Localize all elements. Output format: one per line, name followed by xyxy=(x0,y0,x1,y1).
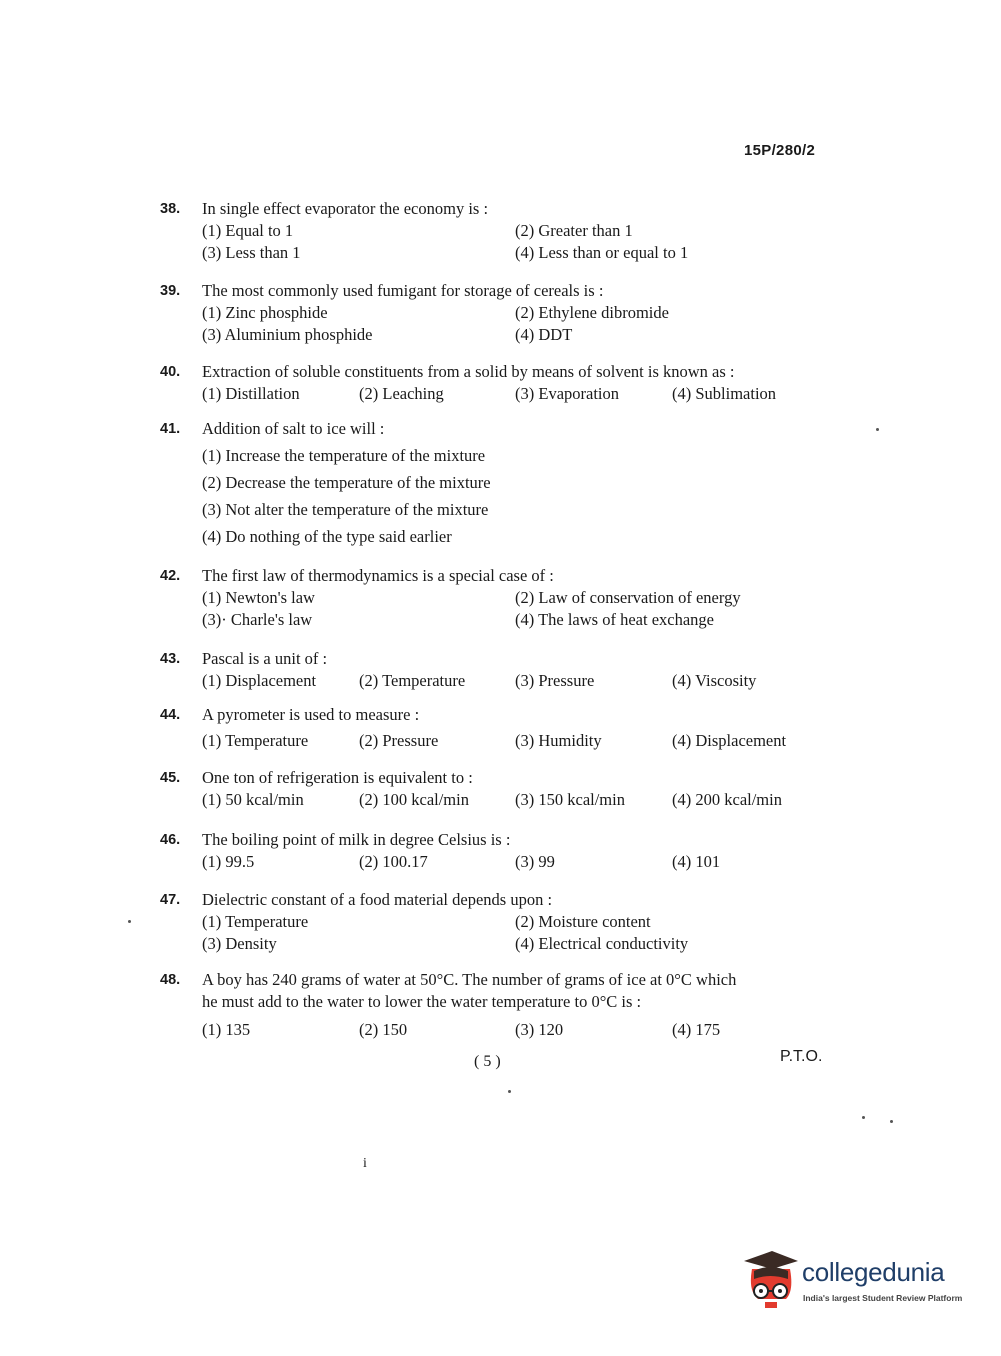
option-4: (4) Displacement xyxy=(672,731,787,750)
question-text: The first law of thermodynamics is a special case of : xyxy=(202,566,554,585)
option-2: (2) Ethylene dibromide xyxy=(515,303,669,322)
scan-speck xyxy=(508,1090,511,1093)
question-text: Addition of salt to ice will : xyxy=(202,419,385,438)
option-1: (1) 99.5 xyxy=(202,852,255,871)
question-number: 42. xyxy=(160,568,181,584)
options xyxy=(202,302,840,346)
option-3: (3) Pressure xyxy=(515,671,595,690)
question-41 xyxy=(160,418,840,553)
options xyxy=(202,220,840,264)
question-number: 48. xyxy=(160,972,181,988)
option-4: (4) DDT xyxy=(515,325,573,344)
option-1: (1) Distillation xyxy=(202,384,300,403)
question-43 xyxy=(160,648,840,692)
option-2: (2) Greater than 1 xyxy=(515,221,633,240)
question-text: The boiling point of milk in degree Celsius is : xyxy=(202,830,511,849)
option-3: (3) Evaporation xyxy=(515,384,620,403)
option-4: (4) Viscosity xyxy=(672,671,757,690)
question-text: Pascal is a unit of : xyxy=(202,649,328,668)
stray-mark: i xyxy=(363,1156,367,1171)
question-text: One ton of refrigeration is equivalent to : xyxy=(202,768,473,787)
options xyxy=(202,1019,840,1041)
option-2: (2) Decrease the temperature of the mixture xyxy=(202,473,491,492)
option-1: (1) Displacement xyxy=(202,671,317,690)
collegedunia-logo xyxy=(740,1247,975,1317)
option-2: (2) 100.17 xyxy=(359,852,428,871)
paper-code: 15P/280/2 xyxy=(744,142,816,159)
option-3: (3) Less than 1 xyxy=(202,243,301,262)
options xyxy=(202,445,840,553)
option-4: (4) Sublimation xyxy=(672,384,777,403)
option-3: (3)· Charle's law xyxy=(202,610,313,629)
logo-tagline: India's largest Student Review Platform xyxy=(803,1293,963,1303)
option-3: (3) 120 xyxy=(515,1020,564,1039)
question-text: A boy has 240 grams of water at 50°C. The number of grams of ice at 0°C which xyxy=(202,970,737,989)
question-number: 45. xyxy=(160,770,181,786)
question-44 xyxy=(160,704,840,752)
question-39 xyxy=(160,280,840,346)
option-2: (2) Leaching xyxy=(359,384,444,403)
question-number: 39. xyxy=(160,283,181,299)
option-3: (3) Density xyxy=(202,934,277,953)
options xyxy=(202,730,840,752)
option-2: (2) Moisture content xyxy=(515,912,651,931)
question-text-continued: he must add to the water to lower the water temperature to 0°C is : xyxy=(202,992,642,1011)
option-4: (4) The laws of heat exchange xyxy=(515,610,714,629)
options xyxy=(202,670,840,692)
option-3: (3) 99 xyxy=(515,852,555,871)
question-text: A pyrometer is used to measure : xyxy=(202,705,420,724)
option-2: (2) Temperature xyxy=(359,671,466,690)
page-number: ( 5 ) xyxy=(474,1053,501,1070)
option-1: (1) Newton's law xyxy=(202,588,315,607)
option-1: (1) Temperature xyxy=(202,731,309,750)
option-4: (4) Electrical conductivity xyxy=(515,934,689,953)
pto-label: P.T.O. xyxy=(780,1048,823,1065)
option-2: (2) Pressure xyxy=(359,731,439,750)
option-4: (4) 101 xyxy=(672,852,721,871)
option-2: (2) 150 xyxy=(359,1020,408,1039)
scan-speck xyxy=(128,920,131,923)
option-1: (1) Zinc phosphide xyxy=(202,303,328,322)
option-4: (4) Do nothing of the type said earlier xyxy=(202,527,452,546)
question-38 xyxy=(160,198,840,264)
question-number: 43. xyxy=(160,651,181,667)
question-40 xyxy=(160,361,840,405)
question-text: In single effect evaporator the economy is : xyxy=(202,199,489,218)
option-4: (4) Less than or equal to 1 xyxy=(515,243,689,262)
question-47 xyxy=(160,889,840,955)
option-1: (1) 50 kcal/min xyxy=(202,790,304,809)
question-number: 46. xyxy=(160,832,181,848)
question-number: 40. xyxy=(160,364,181,380)
option-3: (3) Not alter the temperature of the mixture xyxy=(202,500,489,519)
options xyxy=(202,789,840,811)
question-text: The most commonly used fumigant for storage of cereals is : xyxy=(202,281,604,300)
option-1: (1) Increase the temperature of the mixture xyxy=(202,446,486,465)
question-48 xyxy=(160,969,840,1041)
question-text: Dielectric constant of a food material depends upon : xyxy=(202,890,553,909)
scan-speck xyxy=(890,1120,893,1123)
option-1: (1) Equal to 1 xyxy=(202,221,294,240)
scan-speck xyxy=(862,1116,865,1119)
question-46 xyxy=(160,829,840,873)
options xyxy=(202,851,840,873)
scan-speck xyxy=(876,428,879,431)
mascot-icon xyxy=(740,1247,800,1317)
question-text: Extraction of soluble constituents from a solid by means of solvent is known as : xyxy=(202,362,735,381)
question-45 xyxy=(160,767,840,811)
question-number: 41. xyxy=(160,421,181,437)
option-4: (4) 200 kcal/min xyxy=(672,790,782,809)
option-3: (3) Humidity xyxy=(515,731,602,750)
option-1: (1) Temperature xyxy=(202,912,309,931)
option-1: (1) 135 xyxy=(202,1020,251,1039)
option-3: (3) 150 kcal/min xyxy=(515,790,625,809)
question-number: 38. xyxy=(160,201,181,217)
question-number: 47. xyxy=(160,892,181,908)
option-3: (3) Aluminium phosphide xyxy=(202,325,373,344)
options xyxy=(202,383,840,405)
question-42 xyxy=(160,565,840,631)
option-2: (2) Law of conservation of energy xyxy=(515,588,741,607)
options xyxy=(202,911,840,955)
options xyxy=(202,587,840,631)
question-number: 44. xyxy=(160,707,181,723)
option-2: (2) 100 kcal/min xyxy=(359,790,469,809)
logo-wordmark: collegedunia xyxy=(802,1257,945,1287)
option-4: (4) 175 xyxy=(672,1020,721,1039)
